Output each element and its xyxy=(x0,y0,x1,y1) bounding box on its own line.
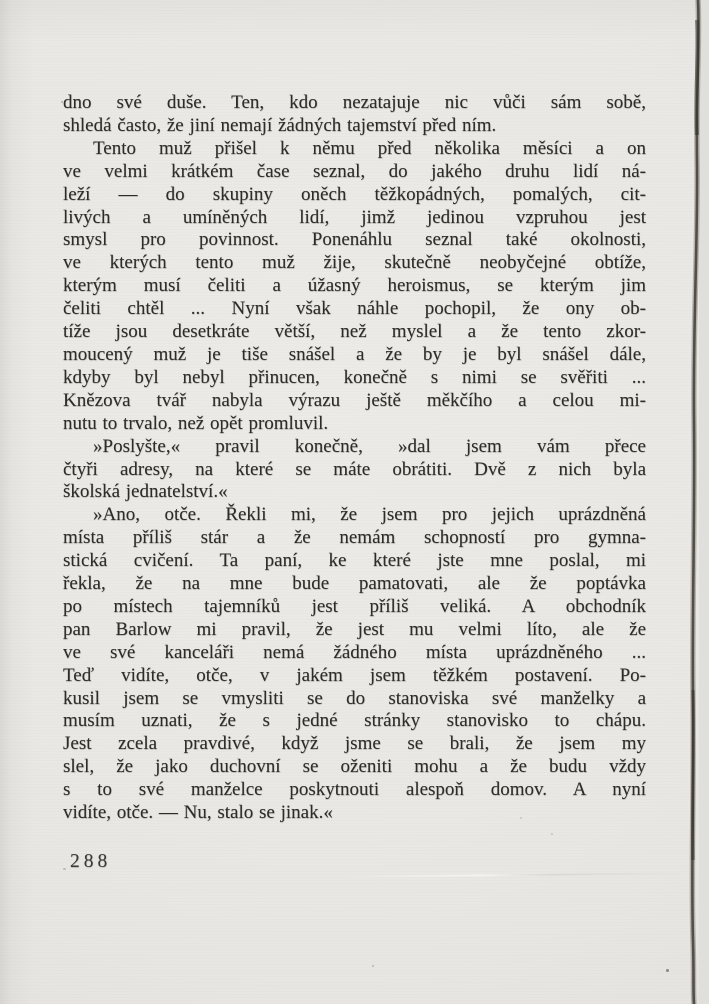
paragraph xyxy=(63,138,646,436)
text-line: vidíte, otče. — Nu, stalo se jinak.« xyxy=(63,802,333,824)
paper-crease xyxy=(340,872,692,878)
text-line: stická cvičení. Ta paní, ke které jste mne poslal, mi xyxy=(63,550,646,572)
text-line: po místech tajemníků jest příliš veliká. A obchodník xyxy=(63,595,646,617)
paragraph xyxy=(63,92,646,138)
text-line: Jest zcela pravdivé, když jsme se brali, že jsem my xyxy=(63,733,646,755)
text-line: shledá často, že jiní nemají žádných tajemství před ním. xyxy=(63,114,497,136)
text-line: »Ano, otče. Řekli mi, že jsem pro jejich uprázdněná xyxy=(93,504,646,526)
text-line: ve své kanceláři nemá žádného místa uprázdněného ... xyxy=(63,641,646,663)
paragraph xyxy=(63,504,646,825)
text-line: Knězova tvář nabyla výrazu ještě měkčího a celou mi- xyxy=(63,389,646,411)
text-block xyxy=(63,92,646,825)
text-line: řekla, že na mne bude pamatovati, ale že poptávka xyxy=(63,573,646,595)
text-line: místa příliš stár a že nemám schopností pro gymna- xyxy=(63,527,646,549)
text-line: Teď vidíte, otče, v jakém jsem těžkém postavení. Po- xyxy=(63,664,646,686)
text-line: smysl pro povinnost. Ponenáhlu seznal také okolnosti, xyxy=(63,229,646,251)
text-line: ve kterých tento muž žije, skutečně neobyčejné obtíže, xyxy=(63,252,646,274)
paper-speck xyxy=(551,833,553,835)
text-line: »Poslyšte,« pravil konečně, »dal jsem vám přece xyxy=(93,435,646,457)
text-line: leží — do skupiny oněch těžkopádných, pomalých, cit- xyxy=(63,183,646,205)
next-page-strip xyxy=(699,0,709,1004)
paper-speck xyxy=(61,101,63,103)
text-line: slel, že jako duchovní se oženiti mohu a že budu vždy xyxy=(63,756,646,778)
paper-speck xyxy=(63,868,66,870)
paper-speck xyxy=(666,969,669,972)
text-line: livých a umíněných lidí, jimž jedinou vzpruhou jest xyxy=(63,206,646,228)
text-line: školská jednatelství.« xyxy=(63,481,228,503)
paper-speck xyxy=(520,817,522,819)
text-line: kterým musí čeliti a úžasný heroismus, se kterým jim xyxy=(63,275,646,297)
text-line: čeliti chtěl ... Nyní však náhle pochopil, že ony ob- xyxy=(63,298,646,320)
text-line: nutu to trvalo, než opět promluvil. xyxy=(63,412,329,434)
text-line: musím uznati, že s jedné stránky stanovisko to chápu. xyxy=(63,710,646,732)
text-line: s to své manželce poskytnouti alespoň domov. A nyní xyxy=(63,779,646,801)
text-line: dno své duše. Ten, kdo nezatajuje nic vůči sám sobě, xyxy=(63,92,646,113)
text-line: čtyři adresy, na které se máte obrátiti. Dvě z nich byla xyxy=(63,458,646,480)
paper-speck xyxy=(372,965,374,967)
text-line: moucený muž je tiše snášel a že by je byl snášel dále, xyxy=(63,343,646,365)
page-number: 288 xyxy=(70,851,112,872)
text-line: kusil jsem se vmysliti se do stanoviska své manželky a xyxy=(63,687,646,709)
text-line: pan Barlow mi pravil, že jest mu velmi líto, ale že xyxy=(63,618,646,640)
paragraph xyxy=(63,436,646,505)
text-line: Tento muž přišel k němu před několika měsíci a on xyxy=(93,137,646,159)
text-line: ve velmi krátkém čase seznal, do jakého druhu lidí ná- xyxy=(63,160,646,182)
text-line: tíže jsou desetkráte větší, než myslel a že tento zkor- xyxy=(63,321,646,343)
text-line: kdyby byl nebyl přinucen, konečně s nimi se svěřiti ... xyxy=(63,366,646,388)
